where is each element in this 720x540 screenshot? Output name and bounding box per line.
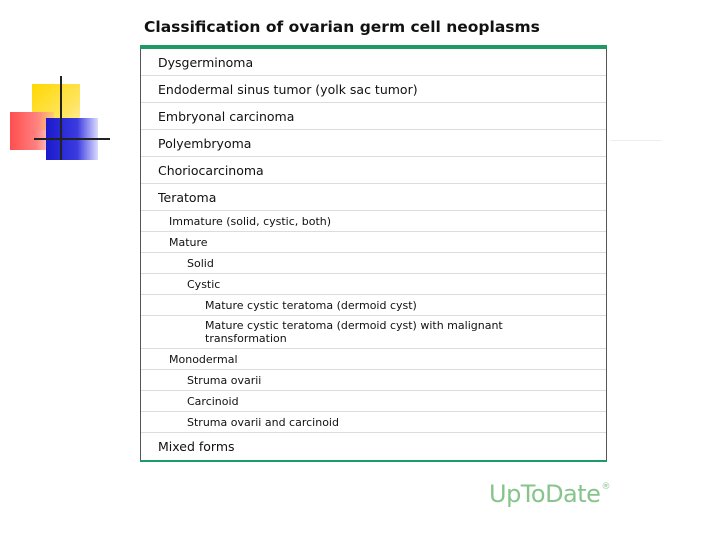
table-row: [141, 433, 606, 460]
vertical-line-decoration: [60, 76, 62, 160]
table-row: [141, 274, 606, 295]
table-row: [141, 391, 606, 412]
row-label: Struma ovarii and carcinoid: [187, 415, 339, 429]
table-row: [141, 370, 606, 391]
row-label: Embryonal carcinoma: [158, 108, 295, 124]
table-row: [141, 412, 606, 433]
table-row: [141, 253, 606, 274]
row-label: Solid: [187, 256, 214, 270]
row-label: Carcinoid: [187, 394, 239, 408]
row-label: Mature: [169, 235, 208, 249]
table-row: [141, 316, 606, 349]
row-label: Polyembryoma: [158, 135, 252, 151]
row-label: Monodermal: [169, 352, 238, 366]
row-label: Cystic: [187, 277, 221, 291]
table-row: [141, 184, 606, 211]
faint-divider: [610, 140, 662, 141]
slide-decoration: [8, 76, 118, 166]
table-row: [141, 130, 606, 157]
row-label: Dysgerminoma: [158, 54, 254, 70]
row-label: Mixed forms: [158, 439, 235, 454]
table-row: [141, 349, 606, 370]
horizontal-line-decoration: [34, 138, 110, 140]
row-label: Mature cystic teratoma (dermoid cyst): [205, 298, 417, 312]
table-row: [141, 211, 606, 232]
row-label: Teratoma: [158, 189, 217, 205]
table-body: [140, 49, 607, 460]
logo-text: UpToDate: [489, 480, 601, 508]
table-row: [141, 295, 606, 316]
classification-table: [140, 45, 607, 462]
table-row: [141, 76, 606, 103]
table-row: [141, 103, 606, 130]
table-row: [141, 157, 606, 184]
registered-mark: ®: [601, 482, 610, 492]
table-row: [141, 49, 606, 76]
uptodate-logo: [489, 480, 610, 508]
row-label: Mature cystic teratoma (dermoid cyst) with malignant transformation: [205, 319, 503, 345]
row-label: Struma ovarii: [187, 373, 262, 387]
table-title: Classification of ovarian germ cell neoplasms: [144, 18, 540, 36]
table-row: [141, 232, 606, 253]
row-label: Immature (solid, cystic, both): [169, 214, 332, 228]
row-label: Choriocarcinoma: [158, 162, 264, 178]
row-label: Endodermal sinus tumor (yolk sac tumor): [158, 81, 418, 97]
